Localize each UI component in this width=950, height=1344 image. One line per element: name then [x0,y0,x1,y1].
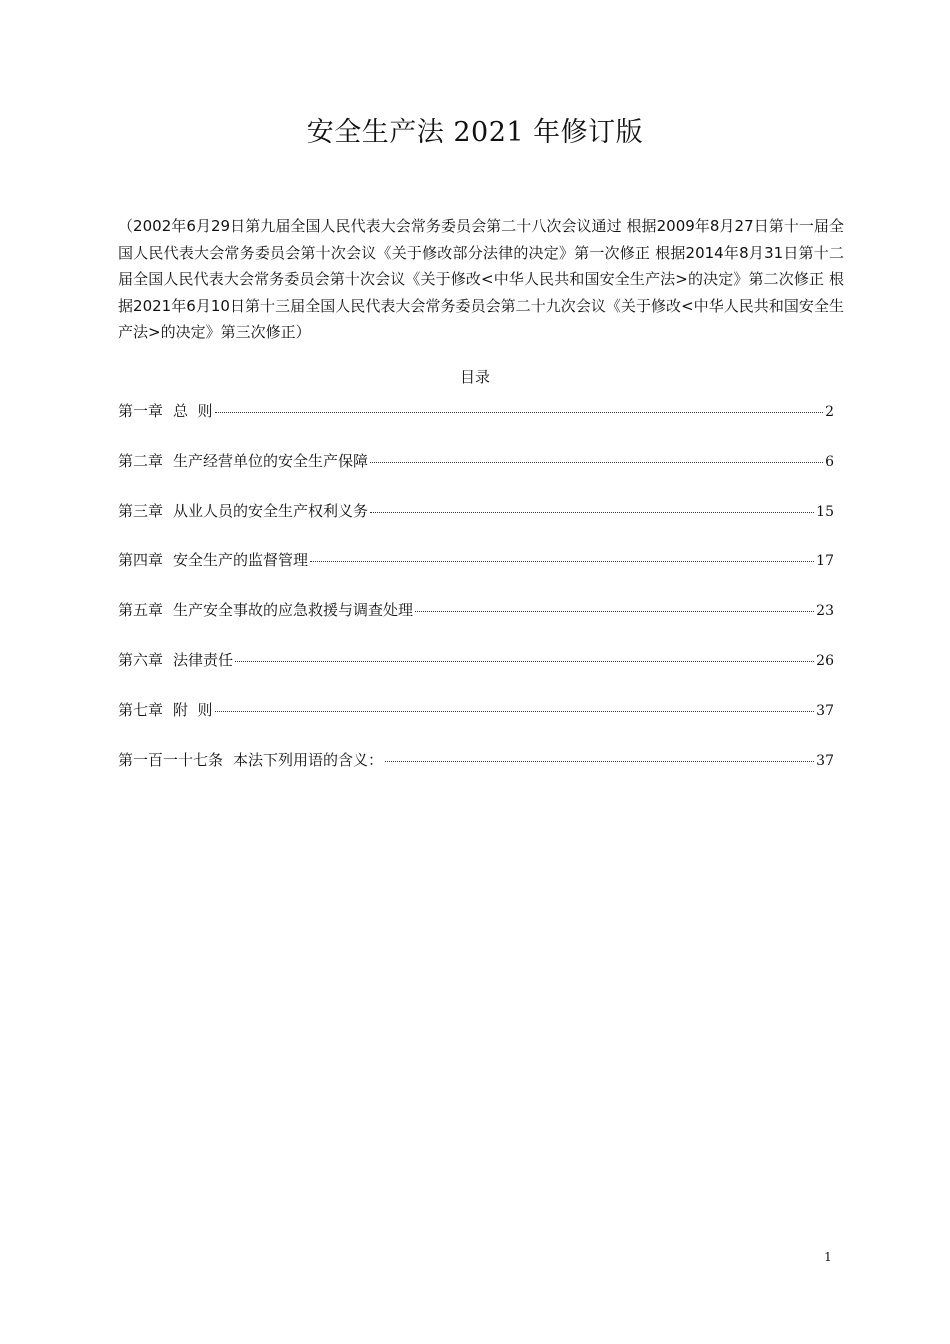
toc-chapter-number: 第一章 [118,402,164,420]
toc-chapter-title: 安全生产的监督管理 [173,551,309,570]
toc-leader-dots [215,411,824,413]
toc-page-number: 26 [816,652,834,669]
toc-article-number: 第一百一十七条 [118,750,224,769]
toc-page-number: 23 [816,603,834,620]
toc-entry-chapter-1[interactable] [118,400,834,450]
toc-leader-dots [235,660,814,662]
toc-chapter-title: 法律责任 [173,650,234,669]
toc-chapter-title: 生产经营单位的安全生产保障 [173,451,369,470]
toc-page-number: 37 [816,702,834,719]
table-of-contents [118,400,834,798]
toc-chapter-title: 从业人员的安全生产权利义务 [173,501,369,520]
toc-page-number: 2 [825,404,834,420]
toc-chapter-number: 第五章 [118,601,164,620]
toc-leader-dots [215,710,815,712]
toc-entry-chapter-2[interactable] [118,450,834,500]
toc-page-number: 17 [816,553,834,570]
toc-entry-chapter-7[interactable] [118,699,834,749]
toc-leader-dots [310,560,814,562]
toc-page-number: 6 [825,453,834,470]
toc-leader-dots [385,760,814,762]
toc-chapter-title: 总 则 [173,402,213,420]
toc-chapter-number: 第七章 [118,700,164,719]
toc-page-number: 37 [816,752,834,769]
toc-chapter-title: 生产安全事故的应急救援与调查处理 [173,601,414,620]
toc-page-number: 15 [816,503,834,520]
toc-leader-dots [415,610,814,612]
toc-leader-dots [370,461,823,463]
amendment-history: （2002年6月29日第九届全国人民代表大会常务委员会第二十八次会议通过 根据2009年8月27日第十一届全国人民代表大会常务委员会第十次会议《关于修改部分法律的决定》第一次修正 根据2014年8月31日第十二届全国人民代表大会常务委员会第十次会议《关于修改<中华人民共和国安全生产法>的决定》第二次修正 根据2021年6月10日第十三届全国人民代表大会常务委员会第二十九次会议《关于修改<中华人民共和国安全生产法>的决定》第三次修正） [118,217,844,341]
toc-leader-dots [370,511,814,513]
toc-entry-article-117[interactable] [118,749,834,799]
toc-article-title: 本法下列用语的含义： [233,750,384,769]
toc-chapter-number: 第二章 [118,451,164,470]
toc-title: 目录 [459,368,490,386]
toc-chapter-title: 附 则 [173,700,213,719]
toc-chapter-number: 第四章 [118,551,164,570]
toc-entry-chapter-6[interactable] [118,649,834,699]
toc-entry-chapter-3[interactable] [118,500,834,550]
toc-chapter-number: 第三章 [118,501,164,520]
toc-chapter-number: 第六章 [118,650,164,669]
document-title: 安全生产法 2021 年修订版 [306,117,644,148]
toc-entry-chapter-5[interactable] [118,599,834,649]
toc-entry-chapter-4[interactable] [118,549,834,599]
page-number: 1 [824,1250,832,1264]
